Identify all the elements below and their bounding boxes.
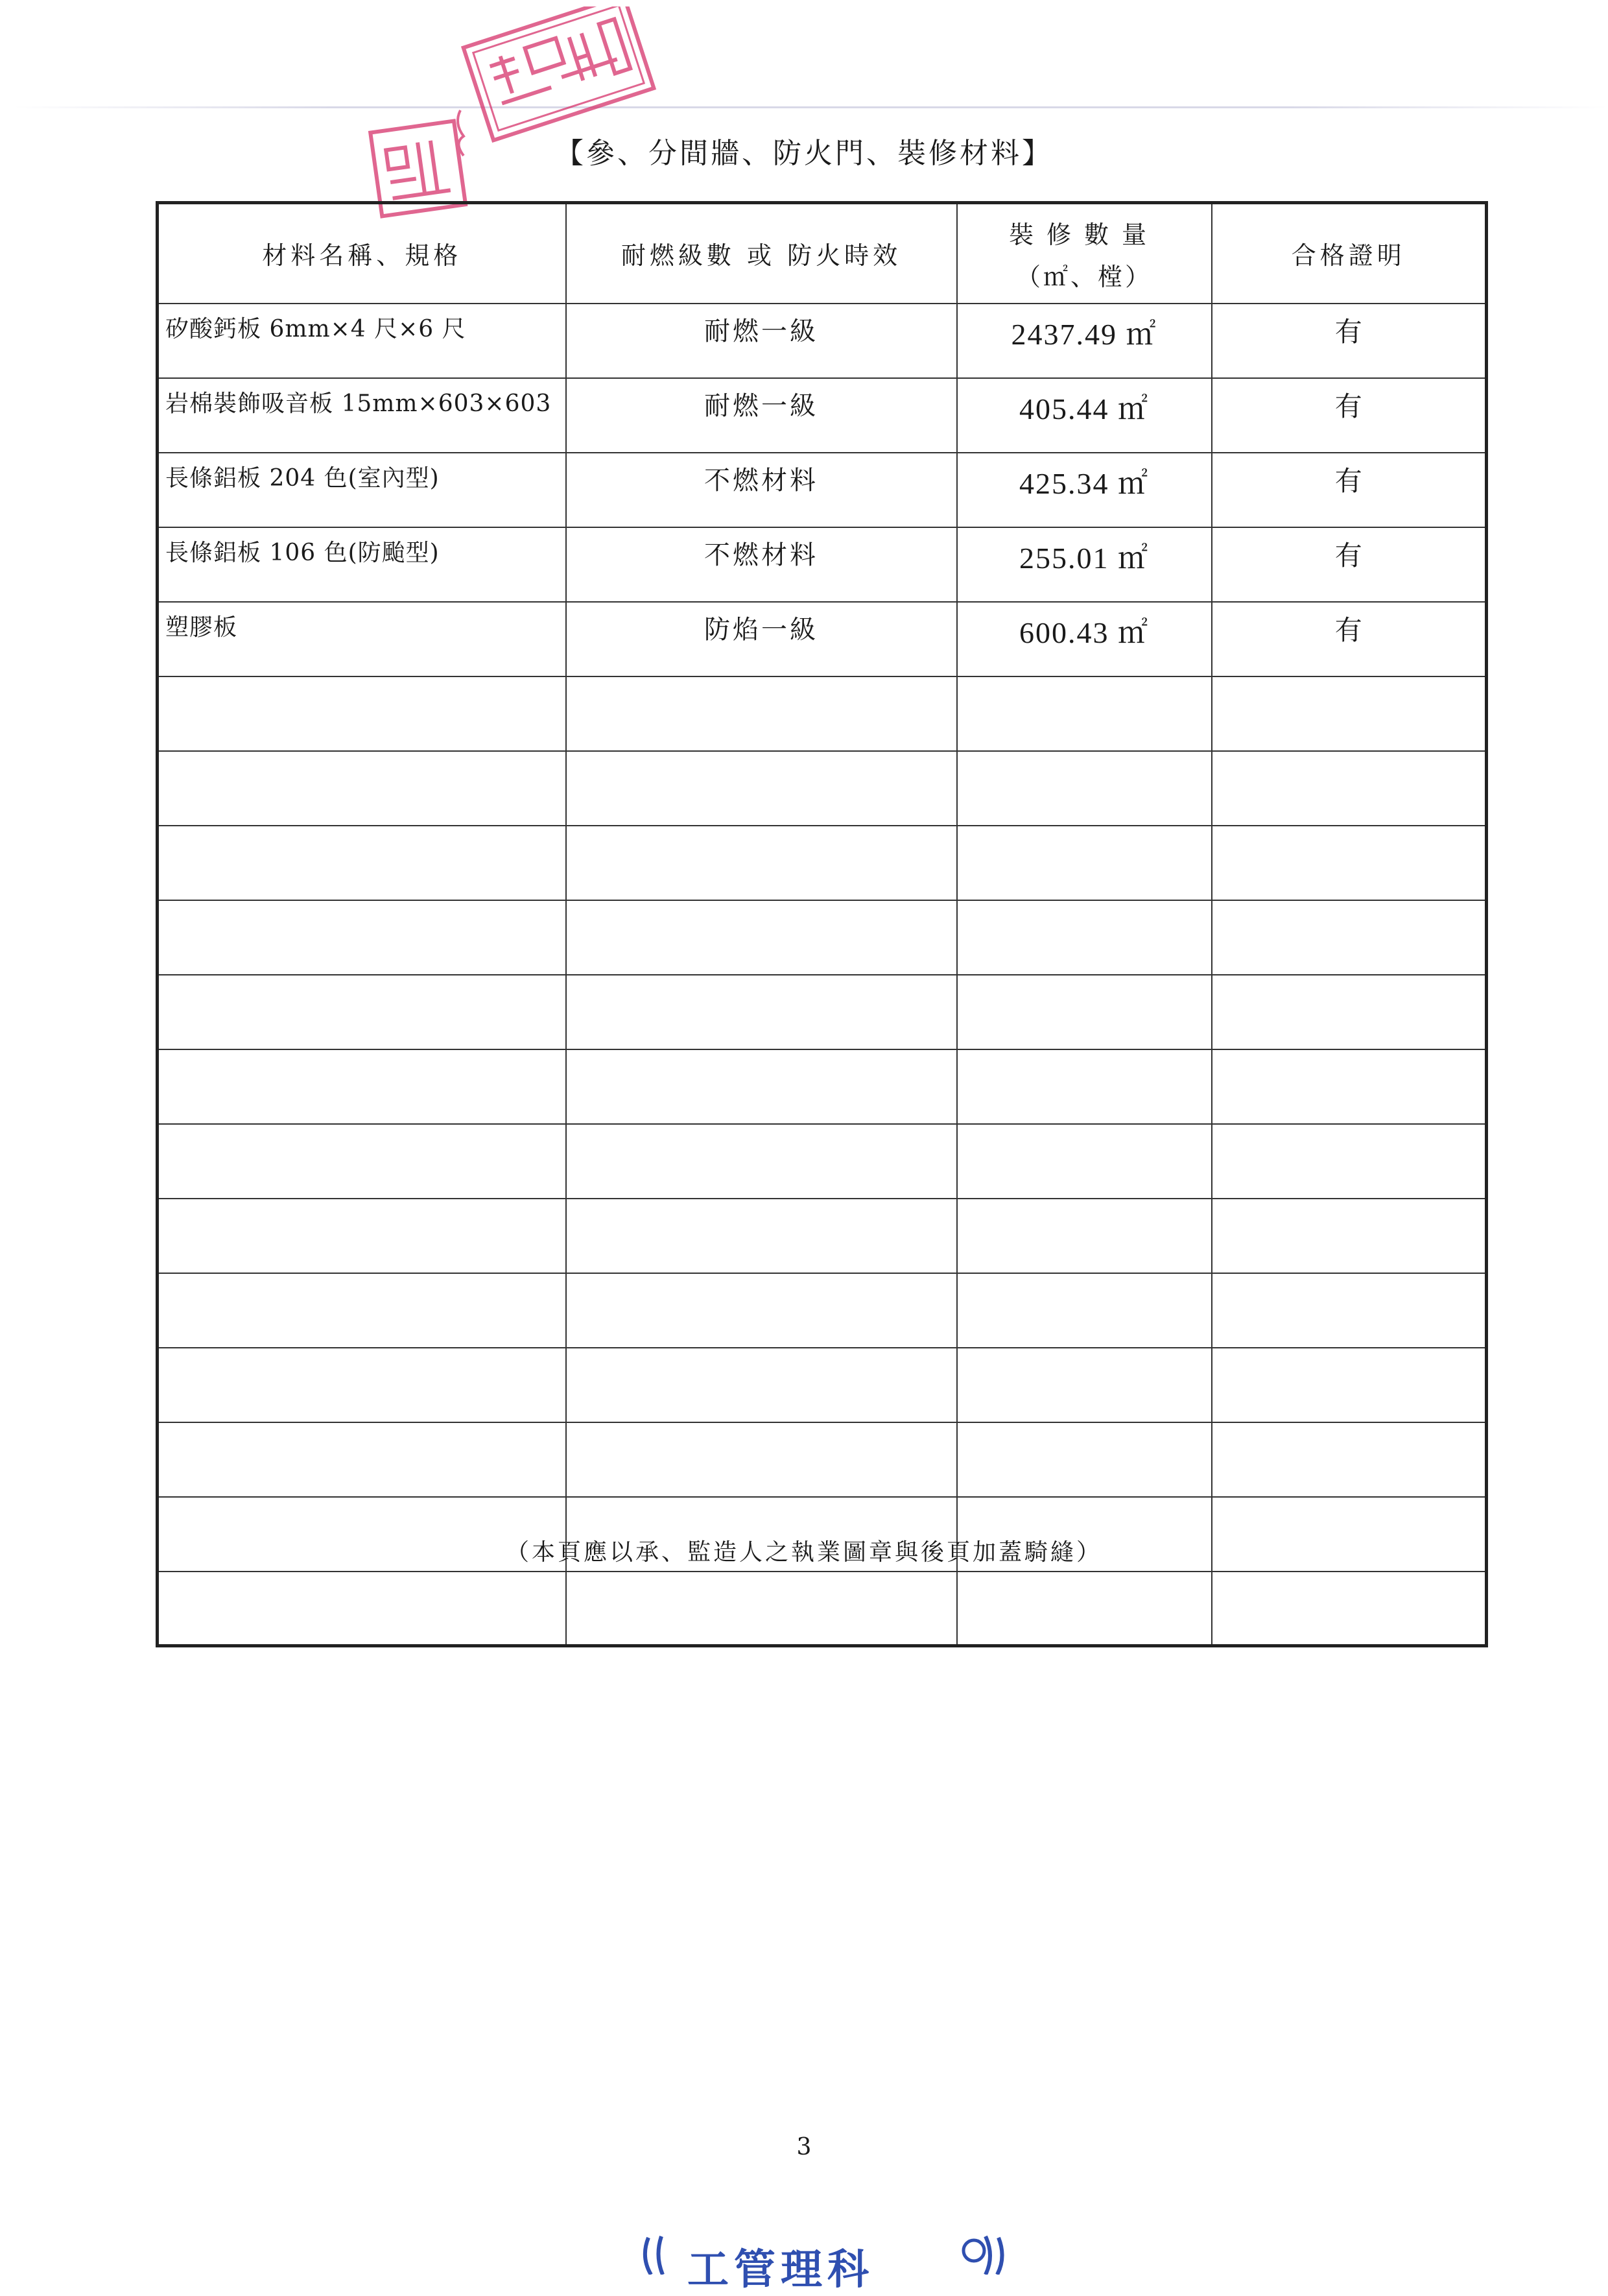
cell-quantity: 405.44 ㎡ (957, 378, 1212, 453)
empty-cell (566, 1049, 957, 1124)
cell-certificate: 有 (1212, 304, 1487, 378)
empty-cell (1212, 975, 1487, 1049)
empty-cell (566, 1199, 957, 1273)
table-row-empty (158, 1572, 1487, 1646)
header-quantity-unit: （㎡、樘） (1015, 262, 1152, 291)
empty-cell (957, 826, 1212, 900)
stamp-bottom-text: 工管理科 (687, 2245, 874, 2294)
cell-fire-grade: 耐燃一級 (566, 378, 957, 453)
empty-cell (957, 1572, 1212, 1646)
cell-fire-grade: 不燃材料 (566, 527, 957, 602)
empty-cell (158, 975, 566, 1049)
table-row-empty (158, 1049, 1487, 1124)
empty-cell (566, 1572, 957, 1646)
empty-cell (158, 1273, 566, 1348)
empty-cell (1212, 1273, 1487, 1348)
page-number: 3 (796, 2134, 812, 2160)
empty-cell (566, 900, 957, 975)
empty-cell (1212, 900, 1487, 975)
empty-cell (1212, 676, 1487, 751)
table-row (158, 378, 1487, 453)
table-row-empty (158, 975, 1487, 1049)
page-note: （本頁應以承、監造人之執業圖章與後頁加蓋騎縫） (505, 1539, 1102, 1566)
table-row-empty (158, 1348, 1487, 1422)
scan-line (13, 106, 1608, 108)
cell-certificate: 有 (1212, 378, 1487, 453)
table-row-empty (158, 826, 1487, 900)
page-title: 【參、分間牆、防火門、裝修材料】 (555, 137, 1053, 170)
empty-cell (957, 900, 1212, 975)
empty-cell (566, 676, 957, 751)
empty-cell (158, 676, 566, 751)
empty-cell (957, 975, 1212, 1049)
empty-cell (1212, 1049, 1487, 1124)
empty-cell (158, 751, 566, 826)
empty-cell (566, 751, 957, 826)
table-row-empty (158, 1124, 1487, 1199)
materials-table (156, 201, 1488, 1647)
cell-quantity: 600.43 ㎡ (957, 602, 1212, 676)
empty-cell (566, 1273, 957, 1348)
table-row (158, 453, 1487, 527)
empty-cell (158, 1124, 566, 1199)
table-row-empty (158, 751, 1487, 826)
empty-cell (957, 1348, 1212, 1422)
cell-fire-grade: 耐燃一級 (566, 304, 957, 378)
table-row-empty (158, 1273, 1487, 1348)
empty-cell (566, 826, 957, 900)
empty-cell (957, 1199, 1212, 1273)
empty-cell (1212, 1422, 1487, 1497)
table-row (158, 527, 1487, 602)
empty-cell (158, 1348, 566, 1422)
empty-cell (957, 1124, 1212, 1199)
empty-cell (957, 751, 1212, 826)
cell-quantity: 425.34 ㎡ (957, 453, 1212, 527)
empty-cell (957, 1273, 1212, 1348)
header-certificate: 合格證明 (1212, 203, 1487, 304)
empty-cell (566, 1124, 957, 1199)
table-header-row (158, 203, 1487, 304)
empty-cell (158, 1572, 566, 1646)
cell-material-name: 長條鋁板 106 色(防颱型) (158, 527, 566, 602)
empty-cell (158, 1049, 566, 1124)
red-seal-stamp-icon (363, 6, 661, 227)
header-material-name: 材料名稱、規格 (158, 203, 566, 304)
empty-cell (566, 1422, 957, 1497)
table-row-empty (158, 1422, 1487, 1497)
empty-cell (566, 1348, 957, 1422)
empty-cell (566, 975, 957, 1049)
empty-cell (158, 1422, 566, 1497)
cell-material-name: 岩棉裝飾吸音板 15mm×603×603 (158, 378, 566, 453)
empty-cell (1212, 1199, 1487, 1273)
cell-material-name: 塑膠板 (158, 602, 566, 676)
cell-quantity: 2437.49 ㎡ (957, 304, 1212, 378)
cell-fire-grade: 防焰一級 (566, 602, 957, 676)
empty-cell (1212, 1572, 1487, 1646)
cell-material-name: 矽酸鈣板 6mm×4 尺×6 尺 (158, 304, 566, 378)
empty-cell (957, 676, 1212, 751)
empty-cell (158, 1199, 566, 1273)
cell-material-name: 長條鋁板 204 色(室內型) (158, 453, 566, 527)
table-row (158, 602, 1487, 676)
cell-certificate: 有 (1212, 527, 1487, 602)
cell-fire-grade: 不燃材料 (566, 453, 957, 527)
empty-cell (158, 900, 566, 975)
empty-cell (957, 1422, 1212, 1497)
empty-cell (1212, 751, 1487, 826)
empty-cell (1212, 826, 1487, 900)
header-quantity-label: 裝修數量 (1008, 220, 1159, 249)
cell-quantity: 255.01 ㎡ (957, 527, 1212, 602)
table-row-empty (158, 900, 1487, 975)
empty-cell (957, 1049, 1212, 1124)
cell-certificate: 有 (1212, 453, 1487, 527)
header-quantity (957, 203, 1212, 304)
empty-cell (158, 826, 566, 900)
empty-cell (1212, 1348, 1487, 1422)
header-fire-grade: 耐燃級數 或 防火時效 (566, 203, 957, 304)
empty-cell (1212, 1124, 1487, 1199)
table-row-empty (158, 1199, 1487, 1273)
cell-certificate: 有 (1212, 602, 1487, 676)
table-row (158, 304, 1487, 378)
table-row-empty (158, 676, 1487, 751)
